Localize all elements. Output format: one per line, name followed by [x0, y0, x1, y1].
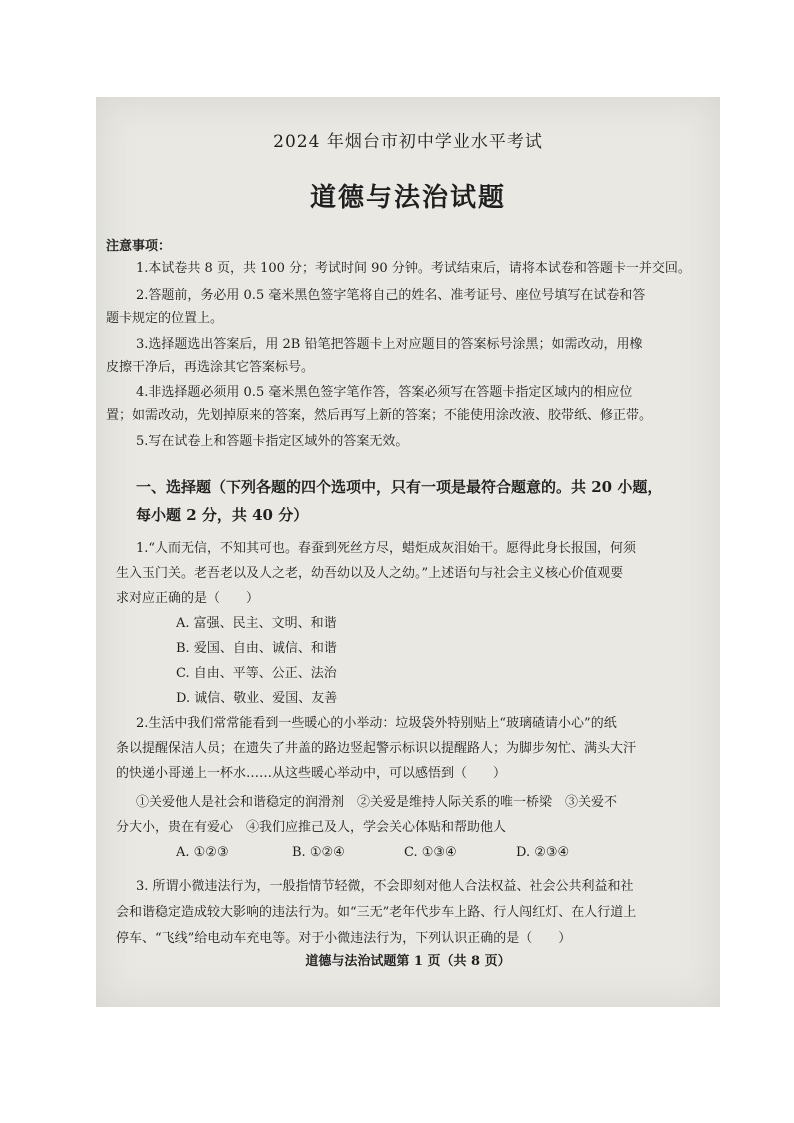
question-3-line: 停车、“飞线”给电动车充电等。对于小微违法行为，下列认识正确的是（ ）	[116, 931, 572, 946]
note-line: 置；如需改动，先划掉原来的答案，然后再写上新的答案；不能使用涂改液、胶带纸、修正带。	[106, 408, 653, 423]
question-2-line: 条以提醒保洁人员；在遗失了井盖的路边竖起警示标识以提醒路人；为脚步匆忙、满头大汗	[116, 741, 637, 756]
page-footer: 道德与法治试题第 1 页（共 8 页）	[305, 954, 511, 969]
question-2-choice-c: C. ①③④	[404, 845, 457, 860]
note-line: 1.本试卷共 8 页，共 100 分；考试时间 90 分钟。考试结束后，请将本试卷和答题卡一并交回。	[136, 261, 691, 276]
question-1-option-d: D. 诚信、敬业、爱国、友善	[176, 691, 338, 706]
question-1-line: 1.“人而无信，不知其可也。春蚕到死丝方尽，蜡炬成灰泪始干。愿得此身长报国，何须	[136, 541, 637, 556]
question-1-line: 求对应正确的是（ ）	[116, 591, 260, 606]
notes-heading: 注意事项：	[106, 239, 172, 254]
question-2-choice-d: D. ②③④	[516, 845, 570, 860]
question-2-choices	[176, 844, 569, 862]
question-1-option-b: B. 爱国、自由、诚信、和谐	[176, 641, 337, 656]
question-1-line: 生入玉门关。老吾老以及人之老，幼吾幼以及人之幼。”上述语句与社会主义核心价值观要	[116, 566, 624, 581]
note-line: 4.非选择题必须用 0.5 毫米黑色签字笔作答，答案必须写在答题卡指定区域内的相应位	[136, 385, 633, 400]
question-2-statements: 分大小，贵在有爱心 ④我们应推己及人，学会关心体贴和帮助他人	[116, 820, 507, 835]
question-2-choice-a: A. ①②③	[176, 845, 229, 860]
note-line: 5.写在试卷上和答题卡指定区域外的答案无效。	[136, 434, 409, 449]
question-2-line: 的快递小哥递上一杯水……从这些暖心举动中，可以感悟到（ ）	[116, 766, 507, 781]
question-2-statements: ①关爱他人是社会和谐稳定的润滑剂 ②关爱是维持人际关系的唯一桥梁 ③关爱不	[136, 795, 618, 810]
section-heading: 一、选择题（下列各题的四个选项中，只有一项是最符合题意的。共 20 小题，	[136, 478, 663, 496]
question-2-line: 2.生活中我们常常能看到一些暖心的小举动：垃圾袋外特别贴上“玻璃碴请小心”的纸	[136, 716, 617, 731]
note-line: 2.答题前，务必用 0.5 毫米黑色签字笔将自己的姓名、准考证号、座位号填写在试卷和答	[136, 288, 646, 303]
question-2-choice-b: B. ①②④	[292, 845, 345, 860]
question-3-line: 会和谐稳定造成较大影响的违法行为。如“三无”老年代步车上路、行人闯红灯、在人行道上	[116, 905, 637, 920]
question-1-option-c: C. 自由、平等、公正、法治	[176, 666, 337, 681]
exam-page	[96, 97, 720, 1007]
section-heading-cont: 每小题 2 分，共 40 分）	[136, 506, 309, 524]
question-3-line: 3. 所谓小微违法行为，一般指情节轻微，不会即刻对他人合法权益、社会公共利益和社	[136, 879, 634, 894]
note-line: 题卡规定的位置上。	[106, 311, 224, 326]
subject-title: 道德与法治试题	[309, 183, 506, 213]
exam-title: 2024 年烟台市初中学业水平考试	[273, 132, 543, 152]
question-1-option-a: A. 富强、民主、文明、和谐	[176, 616, 337, 631]
note-line: 皮擦干净后，再选涂其它答案标号。	[106, 360, 315, 375]
note-line: 3.选择题选出答案后，用 2B 铅笔把答题卡上对应题目的答案标号涂黑；如需改动，用橡	[136, 337, 643, 352]
